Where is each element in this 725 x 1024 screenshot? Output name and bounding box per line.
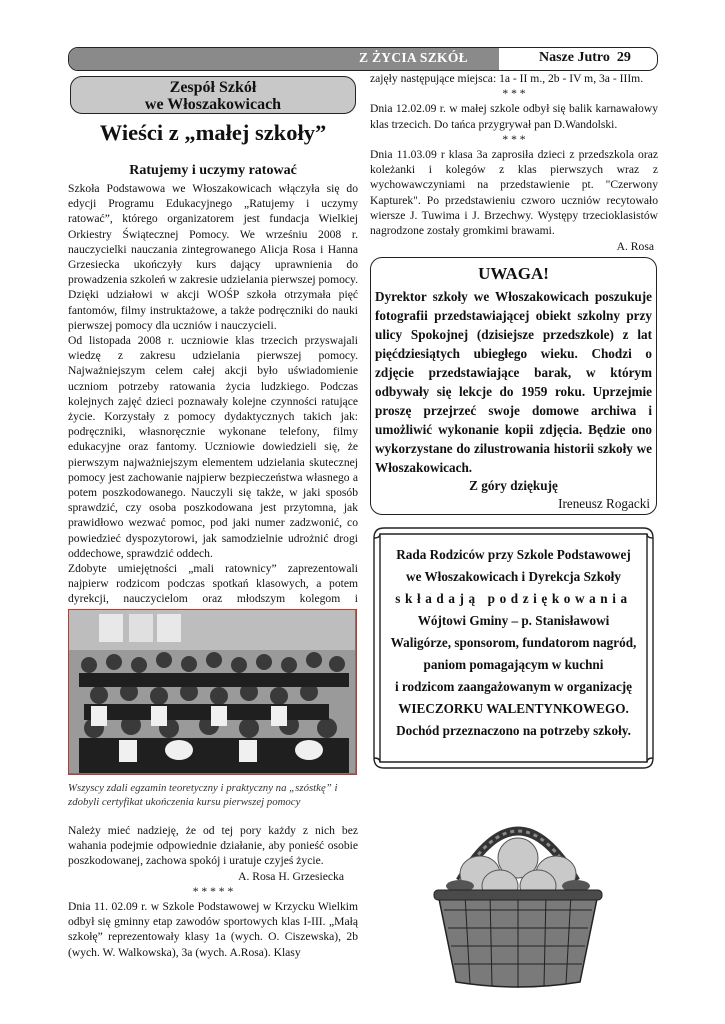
easter-basket-illustration [420, 786, 616, 996]
thanks-line: i rodzicom zaangażowanym w organizację [394, 679, 633, 694]
thanks-line: Dochód przeznaczono na potrzeby szkoły. [396, 723, 631, 738]
magazine-name: Nasze Jutro [539, 50, 610, 65]
signature: A. Rosa H. Grzesiecka [238, 869, 344, 883]
thanks-line: we Włoszakowicach i Dyrekcja Szkoły [406, 569, 621, 584]
notice-thanks: Z góry dziękuję [469, 478, 558, 493]
thanks-text [376, 544, 651, 742]
right-signature: A. Rosa [616, 240, 654, 253]
thanks-line: składają podziękowania [395, 591, 632, 606]
thanks-line: Rada Rodziców przy Szkole Podstawowej [396, 547, 631, 562]
paragraph: Dnia 11.03.09 r klasa 3a zaprosiła dzieci z przedszkola oraz koleżanki i kolegów z klas pierwszych wraz z wychowawczyniami na przedstawienie pt. "Czerwony Kapturek". Po przedstawieniu czworo uczniów recytowało wiersze J. Tuwima i J. Brzechwy. Występy trzecioklasistów nagrodzone zostały gromkimi brawami. [370, 148, 658, 238]
notice-body: Dyrektor szkoły we Włoszakowicach poszukuje fotografii przedstawiającej obiekt szkolny przy ulicy Spokojnej (dzisiejsze przedszkole) z lat pięćdziesiątych ubiegłego wieku. Chodzi o zdjęcie przedstawiające barak, w którym odbywały się lekcje do 1959 roku. Uprzejmie proszę przejrzeć swoje domowe archiwa i umożliwić wykonanie kopii zdjęcia. Będzie ono wykorzystane do zilustrowania historii szkoły we Włoszakowicach. [375, 289, 652, 475]
notice-heading: UWAGA! [478, 264, 549, 283]
header-section-title: Z ŻYCIA SZKÓŁ [359, 50, 468, 65]
separator-stars: * * * * * [192, 884, 234, 898]
paragraph: Należy mieć nadzieję, że od tej pory każdy z nich bez wahania podejmie odpowiednie działanie, aby ponieść osobie poszkodowanej, zachowa spokój i uratuje czyjeś życie. [68, 824, 358, 868]
notice-author: Ireneusz Rogacki [558, 496, 650, 511]
separator-stars: * * * [502, 132, 526, 146]
page-header [68, 47, 658, 71]
article-title: Wieści z „małej szkoły” [99, 120, 327, 145]
article-subtitle: Ratujemy i uczymy ratować [129, 163, 297, 178]
class-photo [68, 609, 357, 775]
header-magazine [539, 50, 631, 66]
paragraph: Dnia 11. 02.09 r. w Szkole Podstawowej w Krzycku Wielkim odbył się gminny etap zawodów sportowych klas I-III. „Małą szkołę” reprezentowały klasy 1a (wych. O. Ciszewska), 2b (wych. W. Walkowska), 3a (wych. A.Rosa). Klasy [68, 900, 358, 959]
paragraph: Zdobyte umiejętności „mali ratownicy” zaprezentowali najpierw rodzicom podczas spotkań klasowych, a potem dyrekcji, nauczycielom oraz młodszym kolegom i [68, 562, 358, 606]
basket-icon [420, 786, 616, 996]
left-column-top [68, 181, 358, 622]
thanks-line: WIECZORKU WALENTYNKOWEGO. [398, 701, 629, 716]
thanks-line: Wójtowi Gminy – p. Stanisławowi [417, 613, 610, 628]
thanks-box [370, 524, 657, 772]
paragraph: zajęły następujące miejsca: 1a - II m., 2b - IV m, 3a - IIIm. [370, 72, 644, 85]
page-number: 29 [616, 50, 631, 65]
left-column-bottom [68, 823, 358, 960]
paragraph: Szkoła Podstawowa we Włoszakowicach włączyła się do edycji Programu Edukacyjnego „Ratujemy i uczymy ratować”, którego organizatorem jest fundacja Wielkiej Orkiestry Świątecznej Pomocy. We wrześniu 2008 r. nauczycielki nauczania zintegrowanego Alicja Rosa i Hanna Grzesiecka ukończyły kurs dający uprawnienia do prowadzenia szkoleń w zakresie udzielania pierwszej pomocy. Dzięki udziałowi w akcji WOŚP szkoła otrzymała pięć fantomów, filmy instruktażowe, a także podręczniki do nauki pierwszej pomocy dla uczniów i nauczycieli. [68, 182, 358, 332]
paragraph: Od listopada 2008 r. uczniowie klas trzecich przyswajali wiedzę z zakresu udzielania pierwszej pomocy. Najważniejszym celem całej akcji było uświadomienie uczniom potrzeby ratowania życia ludzkiego. Podczas kolejnych zajęć dzieci poznawały kolejne czynności ratujące życie. Korzystały z pomocy dydaktycznych takich jak: podręczniki, własnoręcznie wykonane telefony, filmy edukacyjne oraz fantomy. Uczniowie dowiedzieli się, że pierwszym najważniejszym elementem udzielania skutecznej pomocy jest zachowanie najpierw bezpieczeństwa własnego a potem poszkodowanego. Nauczyli się także, w jaki sposób sprawdzić, czy osoba poszkodowana jest przytomna, jak prawidłowo wezwać pomoc, pod jaki numer zadzwonić, co powiedzieć dyspozytorowi, jak samodzielnie udrożnić drogi oddechowe, sprawdzić oddech. [68, 334, 358, 560]
thanks-line: paniom pomagającym w kuchni [423, 657, 604, 672]
photo-caption: Wszyscy zdali egzamin teoretyczny i praktyczny na „szóstkę” i zdobyli certyfikat ukończenia kursu pierwszej pomocy [68, 782, 338, 808]
class-photo-image [69, 610, 355, 773]
school-name-line2: we Włoszakowicach [144, 96, 282, 113]
school-name-box [70, 76, 356, 114]
paragraph: Dnia 12.02.09 r. w małej szkole odbył się balik karnawałowy klas trzecich. Do tańca przygrywał pan D.Wandolski. [370, 102, 658, 131]
separator-stars: * * * [502, 87, 526, 101]
notice-box [370, 257, 657, 515]
right-column-top [370, 71, 658, 238]
school-name-line1: Zespół Szkół [169, 79, 257, 96]
thanks-line: Waligórze, sponsorom, fundatorom nagród, [390, 635, 637, 650]
